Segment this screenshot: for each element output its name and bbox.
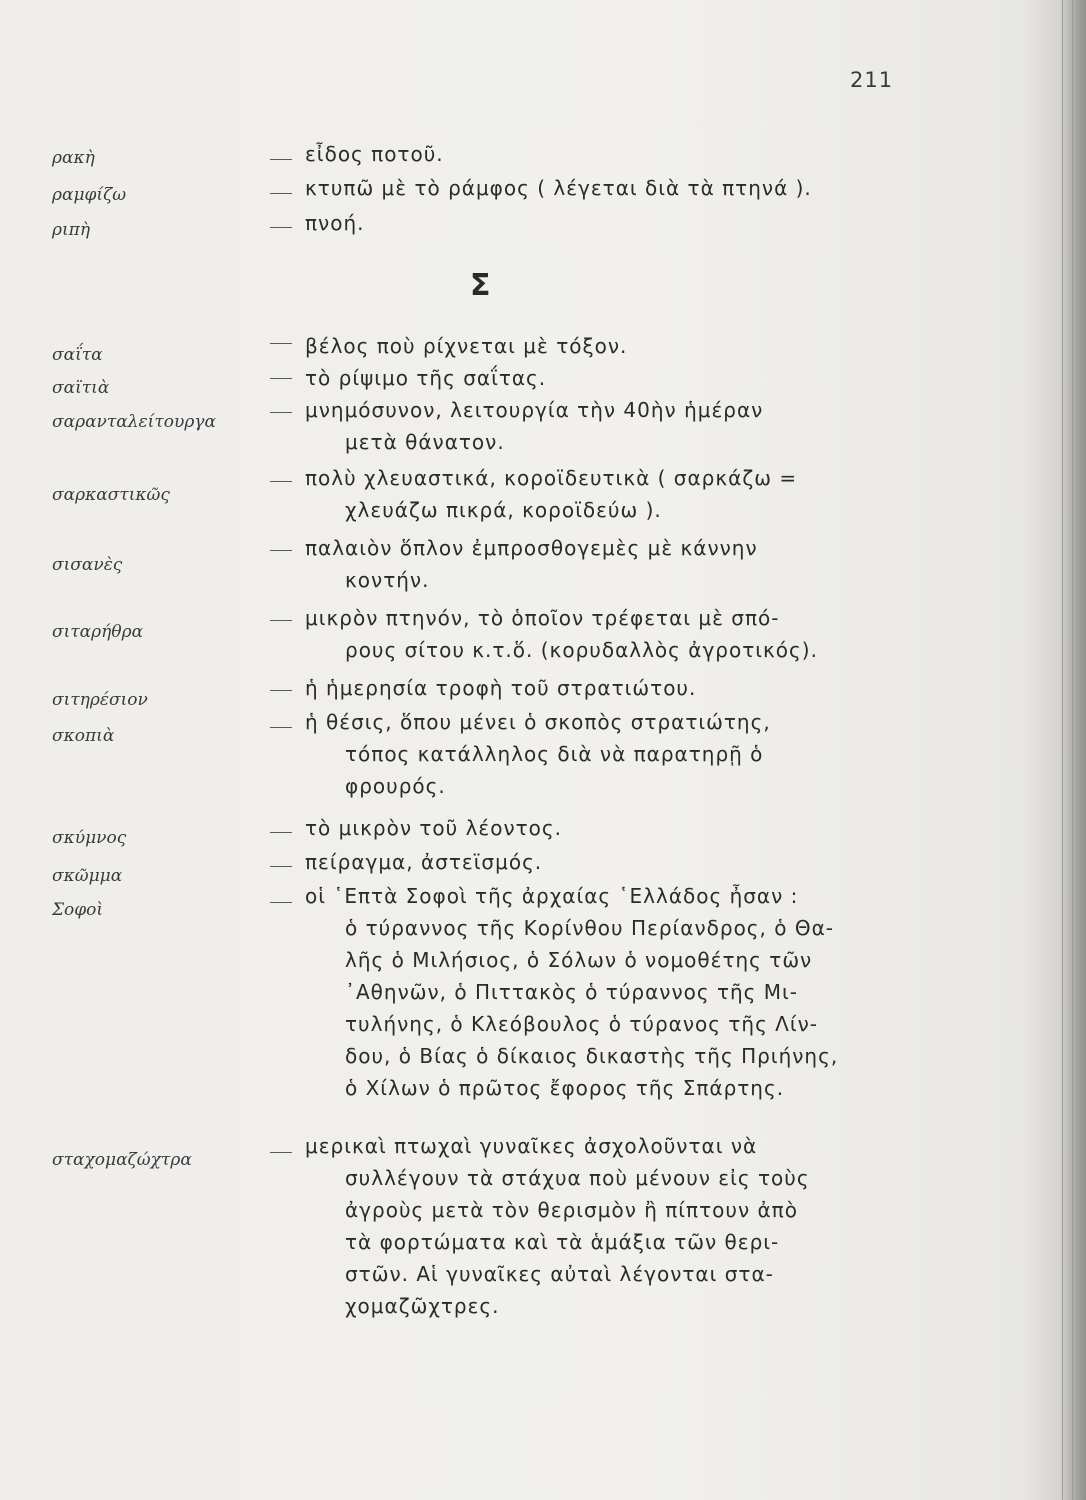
entry-definition	[305, 846, 542, 878]
entry-definition	[305, 462, 797, 526]
entry-definition	[305, 880, 838, 1104]
definition-line: εἶδος ποτοῦ.	[305, 142, 444, 166]
definition-line: τὸ ρίψιμο τῆς σαΐτας.	[305, 366, 547, 390]
page-edge-line	[1080, 0, 1081, 1500]
entry-term: σκοπιὰ	[52, 726, 115, 746]
entry-definition	[305, 330, 627, 362]
definition-line: παλαιὸν ὅπλον ἐμπροσθογεμὲς μὲ κάννην	[305, 536, 758, 560]
entry-term: ριπὴ	[52, 220, 91, 240]
entry-definition	[305, 1130, 810, 1322]
definition-line: πολὺ χλευαστικά, κοροϊδευτικὰ ( σαρκάζω =	[305, 466, 798, 490]
definition-line: μνημόσυνον, λειτουργία τὴν 40ὴν ἡμέραν	[305, 398, 764, 422]
entry-dash	[270, 481, 292, 482]
definition-line: ᾿Αθηνῶν, ὁ Πιττακὸς ὁ τύραννος τῆς Μι-	[345, 980, 798, 1004]
entry-dash	[270, 193, 292, 194]
entry-definition	[305, 207, 364, 239]
entry-dash	[270, 1152, 292, 1153]
definition-line: χομαζῶχτρες.	[345, 1294, 500, 1318]
entry-dash	[270, 227, 292, 228]
entry-dash	[270, 550, 292, 551]
definition-line: ἀγροὺς μετὰ τὸν θερισμὸν ἢ πίπτουν ἀπὸ	[345, 1198, 798, 1222]
page-number: 211	[850, 68, 894, 92]
definition-line: μερικαὶ πτωχαὶ γυναῖκες ἀσχολοῦνται νὰ	[305, 1134, 758, 1158]
entry-term: σιτηρέσιον	[52, 690, 148, 710]
definition-line: τόπος κατάλληλος διὰ νὰ παρατηρῇ ὁ	[345, 742, 764, 766]
definition-line: χλευάζω πικρά, κοροϊδεύω ).	[345, 498, 662, 522]
definition-line: ἡ θέσις, ὅπου μένει ὁ σκοπὸς στρατιώτης,	[305, 710, 771, 734]
entry-dash	[270, 902, 292, 903]
definition-line: ἡ ἡμερησία τροφὴ τοῦ στρατιώτου.	[305, 676, 697, 700]
definition-line: οἱ ῾Επτὰ Σοφοὶ τῆς ἀρχαίας ῾Ελλάδος ἦσαν :	[305, 884, 799, 908]
entry-definition	[305, 706, 771, 802]
section-letter-heading: Σ	[470, 268, 491, 303]
entry-term: ρακὴ	[52, 148, 95, 168]
definition-line: τυλήνης, ὁ Κλεόβουλος ὁ τύρανος τῆς Λίν-	[345, 1012, 818, 1036]
entry-definition	[305, 532, 758, 596]
page-edge-line	[1072, 0, 1073, 1500]
definition-line: τὰ φορτώματα καὶ τὰ ἁμάξια τῶν θερι-	[345, 1230, 780, 1254]
entry-term: σταχομαζώχτρα	[52, 1150, 192, 1170]
page-edge-line	[1062, 0, 1063, 1500]
definition-line: λῆς ὁ Μιλήσιος, ὁ Σόλων ὁ νομοθέτης τῶν	[345, 948, 813, 972]
entry-definition	[305, 172, 812, 204]
entry-dash	[270, 159, 292, 160]
entry-term: σαρανταλείτουργα	[52, 412, 216, 432]
entry-term: σκῶμμα	[52, 866, 123, 886]
definition-line: κτυπῶ μὲ τὸ ράμφος ( λέγεται διὰ τὰ πτηνά ).	[305, 176, 812, 200]
definition-line: ὁ τύραννος τῆς Κορίνθου Περίανδρος, ὁ Θα-	[345, 916, 834, 940]
entry-dash	[270, 620, 292, 621]
definition-line: δου, ὁ Βίας ὁ δίκαιος δικαστὴς τῆς Πριήνης,	[345, 1044, 839, 1068]
entry-dash	[270, 412, 292, 413]
entry-dash	[270, 343, 292, 344]
page-edge-shadow	[1060, 0, 1086, 1500]
entry-definition	[305, 602, 818, 666]
definition-line: τὸ μικρὸν τοῦ λέοντος.	[305, 816, 563, 840]
entry-term: Σοφοὶ	[52, 900, 104, 920]
entry-definition	[305, 138, 444, 170]
definition-line: συλλέγουν τὰ στάχυα ποὺ μένουν εἰς τοὺς	[345, 1166, 810, 1190]
entry-term: σαϊτιὰ	[52, 378, 110, 398]
entry-term: σιταρήθρα	[52, 622, 144, 642]
entry-dash	[270, 690, 292, 691]
definition-line: βέλος ποὺ ρίχνεται μὲ τόξον.	[305, 334, 628, 358]
definition-line: ρους σίτου κ.τ.ὅ. (κορυδαλλὸς ἀγροτικός).	[345, 638, 818, 662]
definition-line: κοντήν.	[345, 568, 430, 592]
entry-dash	[270, 727, 292, 728]
definition-line: φρουρός.	[345, 774, 446, 798]
entry-dash	[270, 378, 292, 379]
entry-dash	[270, 832, 292, 833]
definition-line: ὁ Χίλων ὁ πρῶτος ἔφορος τῆς Σπάρτης.	[345, 1076, 785, 1100]
definition-line: μικρὸν πτηνόν, τὸ ὁποῖον τρέφεται μὲ σπό-	[305, 606, 780, 630]
entry-definition	[305, 394, 763, 458]
definition-line: μετὰ θάνατον.	[345, 430, 505, 454]
entry-dash	[270, 866, 292, 867]
definition-line: στῶν. Αἱ γυναῖκες αὐταὶ λέγονται στα-	[345, 1262, 774, 1286]
definition-line: πείραγμα, ἀστεϊσμός.	[305, 850, 543, 874]
entry-definition	[305, 812, 562, 844]
entry-term: σαρκαστικῶς	[52, 485, 170, 505]
entry-term: σκύμνος	[52, 828, 127, 848]
entry-term: ραμφίζω	[52, 185, 127, 205]
entry-definition	[305, 672, 696, 704]
entry-term: σισανὲς	[52, 555, 123, 575]
definition-line: πνοή.	[305, 211, 365, 235]
entry-term: σαΐτα	[52, 345, 103, 365]
entry-definition	[305, 362, 546, 394]
